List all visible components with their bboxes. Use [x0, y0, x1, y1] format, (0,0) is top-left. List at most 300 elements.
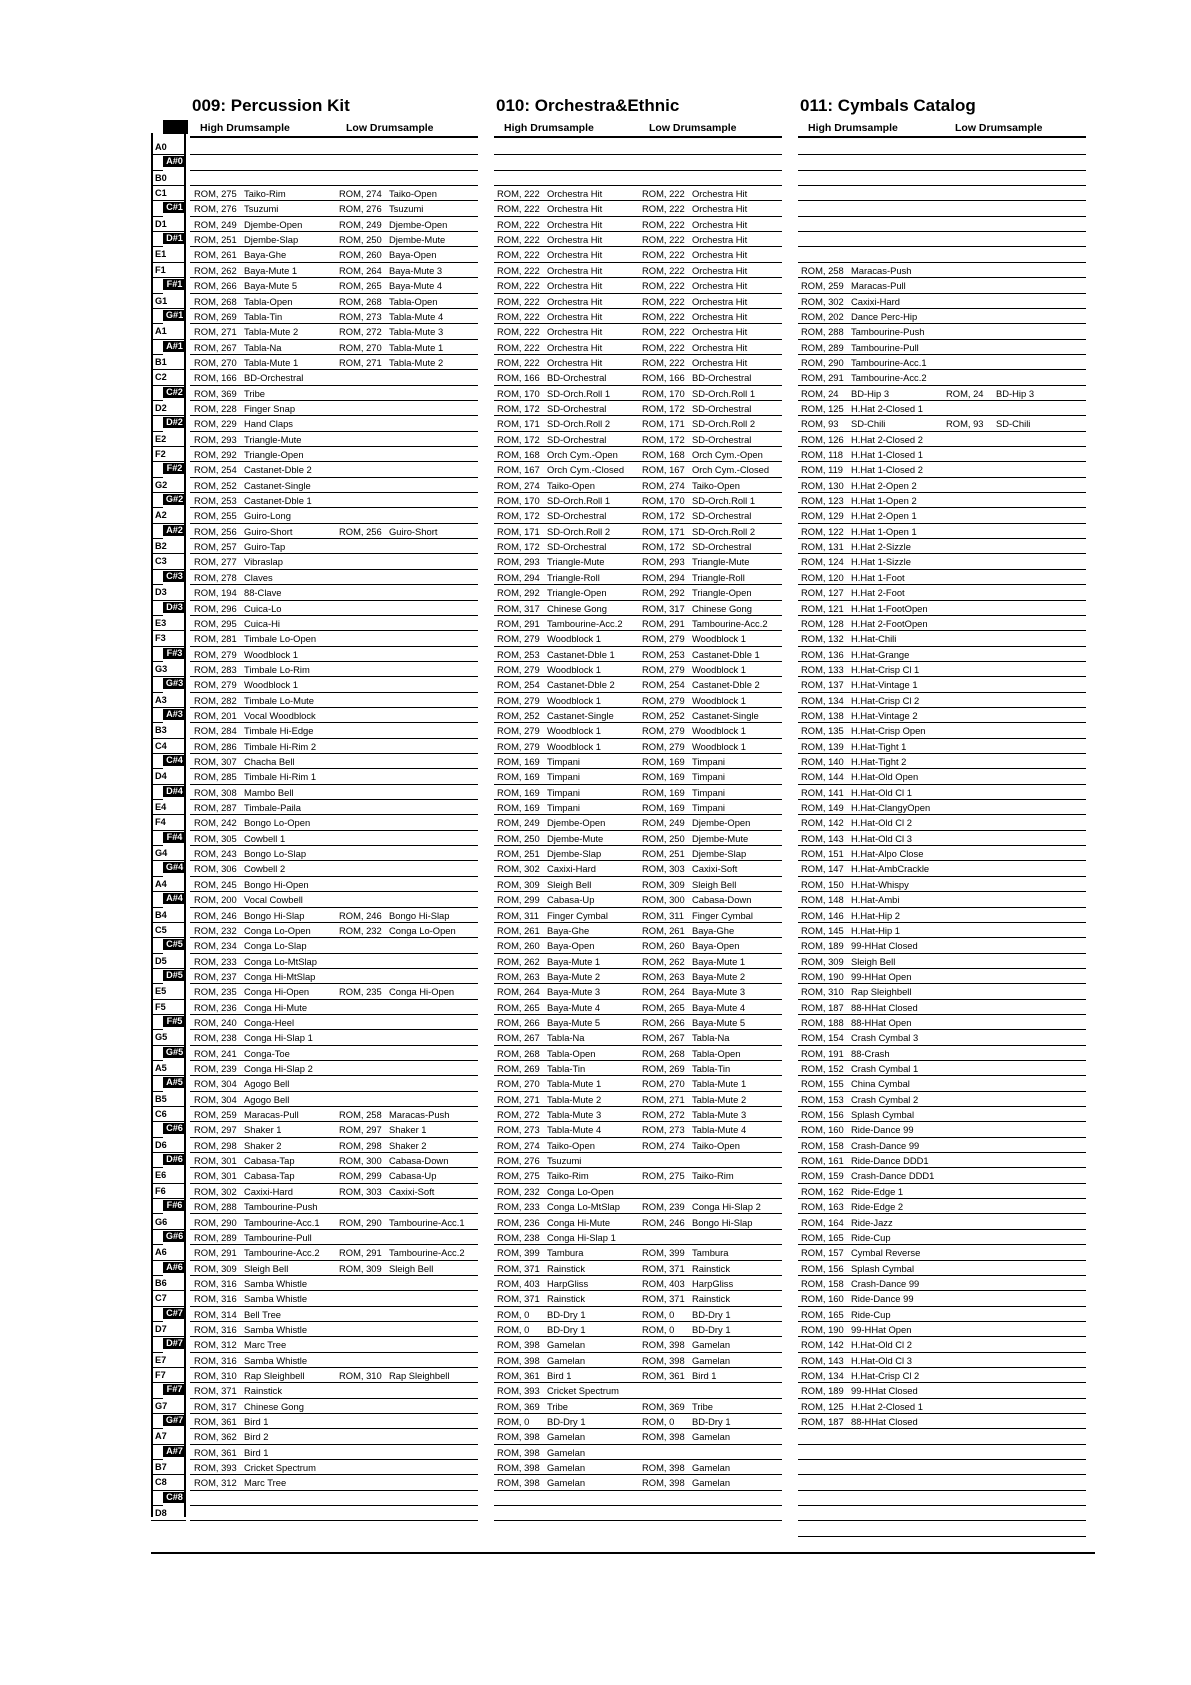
- rom-number: ROM, 143: [801, 832, 844, 844]
- sample-name: Castanet-Dble 2: [547, 679, 615, 691]
- key-divider: [151, 799, 163, 800]
- rom-number: ROM, 137: [801, 679, 844, 691]
- high-drumsample-cell: [801, 1324, 911, 1336]
- high-drumsample-cell: [801, 741, 906, 753]
- row-divider: [494, 262, 782, 263]
- row-divider: [798, 538, 1086, 539]
- high-drumsample-cell: [194, 649, 298, 661]
- high-drumsample-cell: [497, 1447, 585, 1459]
- sample-name: Marc Tree: [244, 1339, 287, 1351]
- high-drumsample-cell: [194, 1063, 313, 1075]
- high-drumsample-cell: [497, 434, 606, 446]
- row-divider: [798, 1382, 1086, 1383]
- sample-name: Castanet-Single: [692, 709, 759, 721]
- row-divider: [494, 953, 782, 954]
- sample-name: Djembe-Mute: [389, 234, 446, 246]
- rom-number: ROM, 274: [497, 1139, 540, 1151]
- row-divider: [494, 1306, 782, 1307]
- high-drumsample-cell: [194, 326, 298, 338]
- row-divider: [494, 784, 782, 785]
- rom-number: ROM, 371: [642, 1262, 685, 1274]
- row-divider: [798, 1321, 1086, 1322]
- low-drumsample-cell: [642, 434, 751, 446]
- sample-name: Samba Whistle: [244, 1323, 308, 1335]
- sample-name: Conga Hi-Slap 2: [244, 1063, 313, 1074]
- row-divider: [190, 216, 478, 217]
- sample-name: Orchestra Hit: [547, 326, 603, 338]
- row-divider: [798, 999, 1086, 1000]
- black-key-label: G#3: [163, 678, 186, 689]
- low-drumsample-cell: [642, 1278, 733, 1290]
- rom-number: ROM, 191: [801, 1047, 844, 1059]
- rom-number: ROM, 148: [801, 894, 844, 906]
- high-drumsample-cell: [801, 833, 912, 845]
- row-divider: [494, 722, 782, 723]
- rom-number: ROM, 277: [194, 556, 237, 568]
- sample-name: Rap Sleighbell: [851, 986, 912, 998]
- rom-number: ROM, 232: [497, 1185, 540, 1197]
- rom-number: ROM, 246: [194, 909, 237, 921]
- low-drumsample-cell: [642, 541, 751, 553]
- rom-number: ROM, 172: [642, 510, 685, 522]
- rom-number: ROM, 229: [194, 418, 237, 430]
- sample-name: Baya-Mute 2: [692, 970, 746, 982]
- rom-number: ROM, 317: [194, 1400, 237, 1412]
- rom-number: ROM, 256: [194, 525, 237, 537]
- row-divider: [494, 1428, 782, 1429]
- high-drumsample-cell: [801, 971, 911, 983]
- sample-name: Tabla-Mute 2: [692, 1093, 747, 1105]
- high-drumsample-cell: [194, 863, 285, 875]
- high-drumsample-cell: [801, 572, 905, 584]
- sample-name: H.Hat 1-Open 1: [851, 525, 917, 537]
- row-divider: [190, 830, 478, 831]
- high-drumsample-cell: [497, 1370, 572, 1382]
- sample-name: Tabla-Na: [692, 1032, 730, 1044]
- row-divider: [798, 1060, 1086, 1061]
- row-divider: [798, 1244, 1086, 1245]
- sample-name: Orchestra Hit: [692, 326, 748, 338]
- sample-name: Tambourine-Acc.2: [851, 372, 927, 384]
- low-drumsample-cell: [642, 1309, 731, 1321]
- row-divider: [798, 600, 1086, 601]
- row-divider: [494, 692, 782, 693]
- row-divider: [190, 784, 478, 785]
- sample-name: Splash Cymbal: [851, 1262, 915, 1274]
- row-divider: [798, 1075, 1086, 1076]
- row-divider: [798, 1152, 1086, 1153]
- high-drumsample-cell: [194, 1232, 312, 1244]
- rom-number: ROM, 165: [801, 1231, 844, 1243]
- black-key-label: G#2: [163, 494, 186, 505]
- rom-number: ROM, 237: [194, 970, 237, 982]
- rom-number: ROM, 309: [642, 878, 685, 890]
- rom-number: ROM, 302: [194, 1185, 237, 1197]
- white-key-label: E1: [155, 249, 167, 260]
- row-divider: [190, 1106, 478, 1107]
- high-drumsample-cell: [194, 556, 283, 568]
- high-drumsample-cell: [194, 265, 297, 277]
- rom-number: ROM, 146: [801, 909, 844, 921]
- rom-number: ROM, 279: [642, 694, 685, 706]
- high-drumsample-cell: [497, 986, 600, 998]
- sample-name: H.Hat-Crisp Cl 2: [851, 694, 920, 706]
- rom-number: ROM, 283: [194, 663, 237, 675]
- black-key-label: D#6: [163, 1154, 186, 1165]
- row-divider: [798, 308, 1086, 309]
- rom-number: ROM, 279: [497, 725, 540, 737]
- sample-name: Orchestra Hit: [692, 234, 748, 246]
- black-key-label: A#2: [163, 525, 186, 536]
- sample-name: Timbale-Paila: [244, 802, 301, 814]
- rom-number: ROM, 287: [194, 802, 237, 814]
- sample-name: Gamelan: [692, 1462, 731, 1474]
- rom-number: ROM, 399: [642, 1247, 685, 1259]
- rom-number: ROM, 369: [497, 1400, 540, 1412]
- rom-number: ROM, 259: [801, 280, 844, 292]
- key-divider: [151, 400, 163, 401]
- sample-name: Woodblock 1: [547, 725, 602, 737]
- row-divider: [190, 1336, 478, 1337]
- row-divider: [190, 1167, 478, 1168]
- high-drumsample-cell: [497, 1431, 585, 1443]
- sample-name: Conga Lo-MtSlap: [547, 1201, 620, 1213]
- sample-name: Conga-Toe: [244, 1047, 290, 1059]
- rom-number: ROM, 299: [339, 1170, 382, 1182]
- rom-number: ROM, 256: [339, 525, 382, 537]
- sample-name: Cowbell 1: [244, 832, 286, 844]
- rom-number: ROM, 172: [497, 402, 540, 414]
- black-key-label: F#5: [163, 1016, 186, 1027]
- sample-name: H.Hat-Ambi: [851, 894, 900, 906]
- row-divider: [190, 323, 478, 324]
- low-drumsample-cell: [642, 910, 753, 922]
- rom-number: ROM, 222: [642, 356, 685, 368]
- rom-number: ROM, 274: [497, 479, 540, 491]
- high-drumsample-cell: [497, 265, 602, 277]
- high-drumsample-cell: [801, 618, 928, 630]
- key-divider: [151, 922, 186, 923]
- high-drumsample-cell: [801, 541, 911, 553]
- black-key-label: F#1: [163, 279, 186, 290]
- row-divider: [494, 768, 782, 769]
- sample-name: Castanet-Dble 2: [692, 679, 760, 691]
- high-drumsample-cell: [497, 526, 610, 538]
- low-drumsample-cell: [642, 1048, 740, 1060]
- rom-number: ROM, 393: [194, 1462, 237, 1474]
- sample-name: Djembe-Slap: [547, 848, 602, 860]
- rom-number: ROM, 235: [194, 986, 237, 998]
- row-divider: [798, 185, 1086, 186]
- sample-name: H.Hat 1-FootOpen: [851, 602, 928, 614]
- rom-number: ROM, 232: [194, 924, 237, 936]
- rom-number: ROM, 273: [339, 310, 382, 322]
- key-divider: [151, 1075, 186, 1076]
- sample-name: Cowbell 2: [244, 863, 286, 875]
- sample-name: Tabla-Mute 4: [389, 310, 444, 322]
- rom-number: ROM, 246: [339, 909, 382, 921]
- sample-name: Tabla-Open: [547, 1047, 596, 1059]
- rom-number: ROM, 241: [194, 1047, 237, 1059]
- row-divider: [798, 584, 1086, 585]
- high-drumsample-cell: [497, 1416, 586, 1428]
- row-divider: [494, 170, 782, 171]
- sample-name: Rainstick: [547, 1262, 586, 1274]
- rom-number: ROM, 292: [194, 449, 237, 460]
- black-key-label: D#1: [163, 233, 186, 244]
- sample-name: H.Hat-ClangyOpen: [851, 802, 931, 814]
- sample-name: Baya-Mute 3: [547, 986, 601, 998]
- row-divider: [494, 231, 782, 232]
- sample-name: H.Hat 2-Closed 2: [851, 433, 923, 445]
- row-divider: [190, 1137, 478, 1138]
- key-divider: [151, 246, 163, 247]
- rom-number: ROM, 189: [801, 1385, 844, 1397]
- sample-name: SD-Orchestral: [692, 510, 752, 522]
- high-drumsample-cell: [194, 203, 278, 215]
- high-drumsample-cell: [497, 848, 601, 860]
- row-divider: [494, 553, 782, 554]
- key-divider: [151, 1244, 163, 1245]
- high-drumsample-cell: [194, 449, 304, 461]
- low-drumsample-cell: [339, 1370, 449, 1382]
- sample-name: Castanet-Dble 1: [244, 495, 312, 507]
- white-key-label: F2: [155, 449, 166, 459]
- rom-number: ROM, 251: [194, 234, 237, 246]
- header-rule: [798, 136, 1086, 138]
- sample-name: Djembe-Mute: [692, 832, 749, 844]
- row-divider: [190, 1213, 478, 1214]
- low-drumsample-cell: [642, 1401, 713, 1413]
- high-drumsample-cell: [801, 510, 917, 522]
- high-drumsample-cell: [801, 956, 895, 968]
- sample-name: 99-HHat Open: [851, 1323, 912, 1335]
- rom-number: ROM, 258: [801, 264, 844, 276]
- row-divider: [190, 1398, 478, 1399]
- rom-number: ROM, 272: [642, 1109, 685, 1121]
- high-drumsample-cell: [194, 1462, 316, 1474]
- high-drumsample-cell: [801, 756, 906, 768]
- key-divider: [151, 154, 186, 155]
- high-drumsample-cell: [801, 526, 917, 538]
- sample-name: Ride-Dance DDD1: [851, 1155, 929, 1167]
- rom-number: ROM, 316: [194, 1323, 237, 1335]
- low-drumsample-cell: [339, 357, 443, 369]
- rom-number: ROM, 399: [497, 1247, 540, 1259]
- row-divider: [494, 1367, 782, 1368]
- row-divider: [798, 431, 1086, 432]
- rom-number: ROM, 292: [642, 587, 685, 599]
- sample-name: Castanet-Dble 2: [244, 464, 312, 476]
- sample-name: H.Hat-Tight 2: [851, 756, 907, 767]
- row-divider: [798, 830, 1086, 831]
- row-divider: [798, 1336, 1086, 1337]
- low-drumsample-cell: [642, 234, 747, 246]
- low-drumsample-cell: [339, 265, 442, 277]
- white-key-label: B2: [155, 541, 167, 552]
- rom-number: ROM, 222: [642, 249, 685, 261]
- key-divider: [151, 1198, 186, 1199]
- row-divider: [798, 1014, 1086, 1015]
- rom-number: ROM, 293: [497, 556, 540, 568]
- high-drumsample-cell: [801, 1217, 893, 1229]
- high-drumsample-cell: [194, 756, 295, 768]
- black-key-label: F#3: [163, 648, 186, 659]
- rom-number: ROM, 291: [642, 617, 685, 629]
- rom-number: ROM, 270: [339, 341, 382, 353]
- rom-number: ROM, 24: [946, 387, 984, 399]
- low-drumsample-cell: [642, 1078, 746, 1090]
- rom-number: ROM, 316: [194, 1354, 237, 1366]
- high-drumsample-cell: [497, 603, 607, 615]
- sample-name: H.Hat-AmbCrackle: [851, 863, 930, 875]
- high-drumsample-cell: [194, 434, 302, 446]
- rom-number: ROM, 262: [642, 955, 685, 967]
- high-drumsample-cell: [194, 833, 285, 845]
- high-drumsample-cell: [194, 510, 291, 522]
- sample-name: Tabla-Mute 1: [692, 1078, 747, 1090]
- rom-number: ROM, 249: [194, 218, 237, 230]
- key-divider: [151, 1505, 163, 1506]
- sample-name: Bird 1: [244, 1446, 269, 1458]
- low-drumsample-cell: [642, 418, 755, 430]
- row-divider: [190, 1014, 478, 1015]
- rom-number: ROM, 156: [801, 1262, 844, 1274]
- rom-number: ROM, 271: [642, 1093, 685, 1105]
- sample-name: Tabla-Mute 2: [547, 1093, 602, 1105]
- row-divider: [494, 1106, 782, 1107]
- key-divider: [151, 722, 163, 723]
- white-key-label: F1: [155, 264, 166, 275]
- high-drumsample-cell: [801, 771, 918, 783]
- white-key-label: C3: [155, 556, 167, 567]
- sample-name: SD-Orchestral: [692, 433, 752, 445]
- high-drumsample-header: High Drumsample: [808, 122, 898, 134]
- low-drumsample-header: Low Drumsample: [955, 122, 1043, 134]
- rom-number: ROM, 156: [801, 1109, 844, 1121]
- rom-number: ROM, 289: [801, 341, 844, 353]
- rom-number: ROM, 369: [194, 387, 237, 399]
- low-drumsample-cell: [642, 188, 747, 200]
- sample-name: Cabasa-Down: [389, 1155, 449, 1167]
- high-drumsample-cell: [497, 863, 596, 875]
- high-drumsample-cell: [497, 649, 615, 661]
- white-key-label: B0: [155, 172, 167, 183]
- black-key-label: D#7: [163, 1338, 186, 1349]
- sample-name: H.Hat-Old Cl 3: [851, 832, 912, 844]
- rom-number: ROM, 0: [497, 1323, 530, 1335]
- rom-number: ROM, 398: [642, 1431, 685, 1443]
- row-divider: [798, 369, 1086, 370]
- sample-name: Ride-Edge 2: [851, 1201, 904, 1213]
- row-divider: [190, 646, 478, 647]
- row-divider: [494, 1014, 782, 1015]
- row-divider: [798, 400, 1086, 401]
- rom-number: ROM, 308: [194, 786, 237, 798]
- rom-number: ROM, 270: [497, 1078, 540, 1090]
- rom-number: ROM, 0: [497, 1308, 530, 1320]
- sample-name: H.Hat 2-Closed 1: [851, 1400, 923, 1412]
- low-drumsample-cell: [642, 1170, 734, 1182]
- row-divider: [494, 1321, 782, 1322]
- high-drumsample-cell: [194, 1109, 299, 1121]
- row-divider: [190, 308, 478, 309]
- row-divider: [494, 1029, 782, 1030]
- sample-name: Vibraslap: [244, 556, 283, 568]
- sample-name: Woodblock 1: [692, 663, 747, 675]
- low-drumsample-cell: [642, 219, 747, 231]
- sample-name: Baya-Mute 3: [389, 264, 443, 276]
- low-drumsample-cell: [642, 1462, 730, 1474]
- sample-name: SD-Orchestral: [547, 433, 607, 445]
- low-drumsample-cell: [642, 249, 747, 261]
- low-drumsample-cell: [642, 1201, 761, 1213]
- row-divider: [798, 722, 1086, 723]
- high-drumsample-cell: [194, 280, 297, 292]
- row-divider: [494, 308, 782, 309]
- sample-name: Castanet-Dble 1: [547, 648, 615, 660]
- high-drumsample-cell: [497, 1140, 595, 1152]
- high-drumsample-cell: [801, 1401, 923, 1413]
- sample-name: Chinese Gong: [692, 602, 752, 614]
- kit-title: 010: Orchestra&Ethnic: [496, 96, 680, 115]
- black-key-label: D#4: [163, 786, 186, 797]
- row-divider: [190, 860, 478, 861]
- high-drumsample-cell: [497, 879, 591, 891]
- high-drumsample-cell: [194, 1186, 293, 1198]
- row-divider: [798, 646, 1086, 647]
- row-divider: [494, 968, 782, 969]
- high-drumsample-cell: [801, 556, 911, 568]
- sample-name: Bongo Lo-Slap: [244, 848, 307, 860]
- rom-number: ROM, 170: [642, 495, 685, 507]
- high-drumsample-cell: [801, 986, 911, 998]
- low-drumsample-header: Low Drumsample: [346, 122, 434, 134]
- high-drumsample-cell: [801, 1124, 914, 1136]
- rom-number: ROM, 254: [497, 679, 540, 691]
- sample-name: Bongo Hi-Open: [244, 878, 309, 890]
- row-divider: [190, 492, 478, 493]
- key-divider: [151, 845, 163, 846]
- rom-number: ROM, 250: [497, 832, 540, 844]
- rom-number: ROM, 274: [642, 479, 685, 491]
- sample-name: Timpani: [547, 771, 580, 783]
- row-divider: [190, 277, 478, 278]
- rom-number: ROM, 222: [642, 203, 685, 215]
- high-drumsample-cell: [497, 971, 600, 983]
- rom-number: ROM, 138: [801, 709, 844, 721]
- rom-number: ROM, 140: [801, 756, 844, 767]
- white-key-label: G7: [155, 1400, 168, 1411]
- rom-number: ROM, 371: [497, 1293, 540, 1305]
- rom-number: ROM, 253: [194, 495, 237, 507]
- low-drumsample-cell: [642, 787, 725, 799]
- high-drumsample-cell: [497, 1124, 601, 1136]
- rom-number: ROM, 0: [497, 1416, 530, 1428]
- sample-name: Tabla-Open: [692, 1047, 741, 1059]
- high-drumsample-cell: [194, 296, 292, 308]
- row-divider: [494, 615, 782, 616]
- white-key-label: A5: [155, 1063, 167, 1073]
- high-drumsample-cell: [801, 1339, 912, 1351]
- row-divider: [798, 1398, 1086, 1399]
- sample-name: Tsuzumi: [547, 1155, 582, 1167]
- rom-number: ROM, 398: [497, 1446, 540, 1458]
- rom-number: ROM, 309: [801, 955, 844, 967]
- row-divider: [190, 246, 478, 247]
- key-divider: [151, 1367, 186, 1368]
- rom-number: ROM, 361: [497, 1370, 540, 1381]
